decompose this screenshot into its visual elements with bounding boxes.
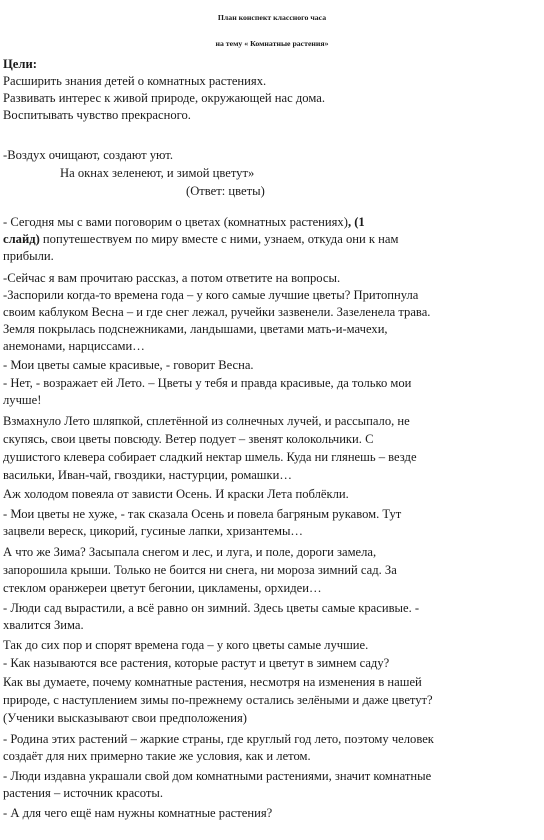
document-title-line2: на тему « Комнатные растения» — [215, 39, 329, 48]
story-line: (Ученики высказывают свои предположения) — [3, 711, 247, 725]
story-line: -Заспорили когда-то времена года – у кого самые лучшие цветы? Притопнула — [3, 288, 419, 302]
goal-item: Воспитывать чувство прекрасного. — [3, 108, 191, 122]
story-line: Аж холодом повеяла от зависти Осень. И краски Лета поблёкли. — [3, 487, 349, 501]
story-line: Так до сих пор и спорят времена года – у кого цветы самые лучшие. — [3, 638, 369, 652]
story-line: - Мои цветы самые красивые, - говорит Весна. — [3, 358, 254, 372]
story-line: лучше! — [3, 393, 42, 407]
story-line: - Нет, - возражает ей Лето. – Цветы у тебя и правда красивые, да только мои — [3, 376, 412, 390]
intro-paragraph-line — [3, 214, 365, 231]
story-line: - А для чего ещё нам нужны комнатные растения? — [3, 806, 273, 820]
story-line: хвалится Зима. — [3, 618, 84, 632]
intro-paragraph-line: прибыли. — [3, 249, 54, 263]
story-line: Взмахнуло Лето шляпкой, сплетённой из солнечных лучей, и рассыпало, не — [3, 414, 410, 428]
story-line: зацвели вереск, цикорий, гусиные лапки, хризантемы… — [3, 524, 304, 538]
riddle-line: На окнах зеленеют, и зимой цветут» — [60, 166, 255, 180]
story-line: - Люди издавна украшали свой дом комнатными растениями, значит комнатные — [3, 769, 432, 783]
story-line: запорошила крыши. Только не боится ни снега, ни мороза зимний сад. За — [3, 563, 397, 577]
goal-item: Развивать интерес к живой природе, окружающей нас дома. — [3, 91, 325, 105]
story-line: своим каблуком Весна – и где снег лежал, ручейки зазвенели. Зазеленела трава. — [3, 305, 431, 319]
intro-slide-ref: слайд) — [3, 232, 40, 246]
story-line: - Люди сад вырастили, а всё равно он зимний. Здесь цветы самые красивые. - — [3, 601, 420, 615]
story-line: создаёт для них примерно такие же условия, как и летом. — [3, 749, 311, 763]
story-line: Как вы думаете, почему комнатные растения, несмотря на изменения в нашей — [3, 675, 422, 689]
intro-text: попутешествуем по миру вместе с ними, узнаем, откуда они к нам — [39, 232, 399, 246]
riddle-line: -Воздух очищают, создают уют. — [3, 148, 173, 162]
story-line: А что же Зима? Засыпала снегом и лес, и луга, и поле, дороги замела, — [3, 545, 377, 559]
story-line: Земля покрылась подснежниками, ландышами, цветами мать-и-мачехи, — [3, 322, 388, 336]
intro-paragraph-line — [3, 231, 398, 248]
riddle-answer: (Ответ: цветы) — [186, 184, 265, 198]
story-line: васильки, Иван-чай, гвоздики, настурции, ромашки… — [3, 468, 292, 482]
story-line: анемонами, нарциссами… — [3, 339, 145, 353]
story-line: скупясь, свои цветы повсюду. Ветер подует – звенят колокольчики. С — [3, 432, 374, 446]
story-line: - Мои цветы не хуже, - так сказала Осень и повела багряным рукавом. Тут — [3, 507, 402, 521]
goals-label: Цели: — [3, 57, 37, 71]
goal-item: Расширить знания детей о комнатных растениях. — [3, 74, 267, 88]
document-title-line1: План конспект классного часа — [217, 13, 327, 22]
story-line: -Сейчас я вам прочитаю рассказ, а потом ответите на вопросы. — [3, 271, 341, 285]
story-line: природе, с наступлением зимы по-прежнему остались зелёными и даже цветут? — [3, 693, 433, 707]
intro-text: - Сегодня мы с вами поговорим о цветах (комнатных растениях) — [3, 215, 348, 229]
intro-slide-ref: , (1 — [347, 215, 365, 229]
story-line: стеклом оранжереи цветут бегонии, цикламены, орхидеи… — [3, 581, 322, 595]
story-line: - Как называются все растения, которые растут и цветут в зимнем саду? — [3, 656, 390, 670]
story-line: - Родина этих растений – жаркие страны, где круглый год лето, поэтому человек — [3, 732, 434, 746]
story-line: растения – источник красоты. — [3, 786, 163, 800]
story-line: душистого клевера собирает сладкий нектар шмель. Куда ни глянешь – везде — [3, 450, 417, 464]
